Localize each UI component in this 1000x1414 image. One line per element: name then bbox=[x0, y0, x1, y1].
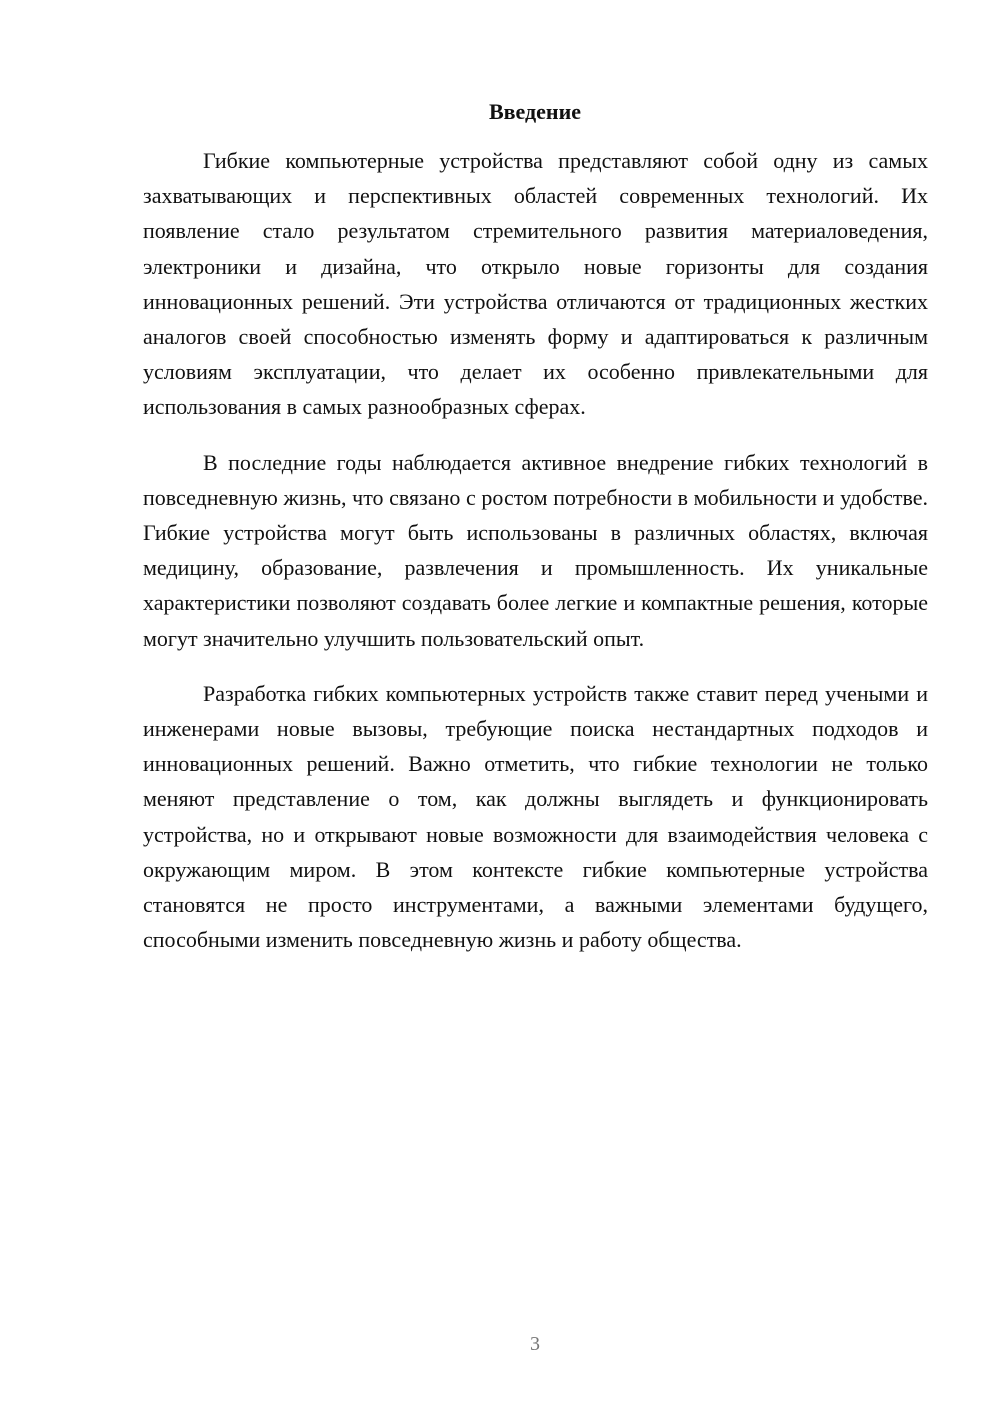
page-number: 3 bbox=[530, 1333, 540, 1355]
paragraph-3: Разработка гибких компьютерных устройств также ставит перед учеными и инженерами новые вызовы, требующие поиска нестандартных подходов и инновационных решений. Важно отметить, что гибкие технологии не только меняют представление о том, как должны выглядеть и функционировать устройства, но и открывают новые возможности для взаимодействия человека с окружающим миром. В этом контексте гибкие компьютерные устройства становятся не просто инструментами, а важными элементами будущего, способными изменить повседневную жизнь и работу общества. bbox=[143, 680, 928, 953]
paragraph-1: Гибкие компьютерные устройства представляют собой одну из самых захватывающих и перспективных областей современных технологий. Их появление стало результатом стремительного развития материаловедения, электроники и дизайна, что открыло новые горизонты для создания инновационных решений. Эти устройства отличаются от традиционных жестких аналогов своей способностью изменять форму и адаптироваться к различным условиям эксплуатации, что делает их особенно привлекательными для использования в самых разнообразных сферах. bbox=[143, 148, 928, 420]
body-text bbox=[143, 143, 928, 977]
paragraph-2: В последние годы наблюдается активное внедрение гибких технологий в повседневную жизнь, что связано с ростом потребности в мобильности и удобстве. Гибкие устройства могут быть использованы в различных областях, включая медицину, образование, развлечения и промышленность. Их уникальные характеристики позволяют создавать более легкие и компактные решения, которые могут значительно улучшить пользовательский опыт. bbox=[143, 449, 928, 651]
section-title: Введение bbox=[488, 99, 582, 124]
